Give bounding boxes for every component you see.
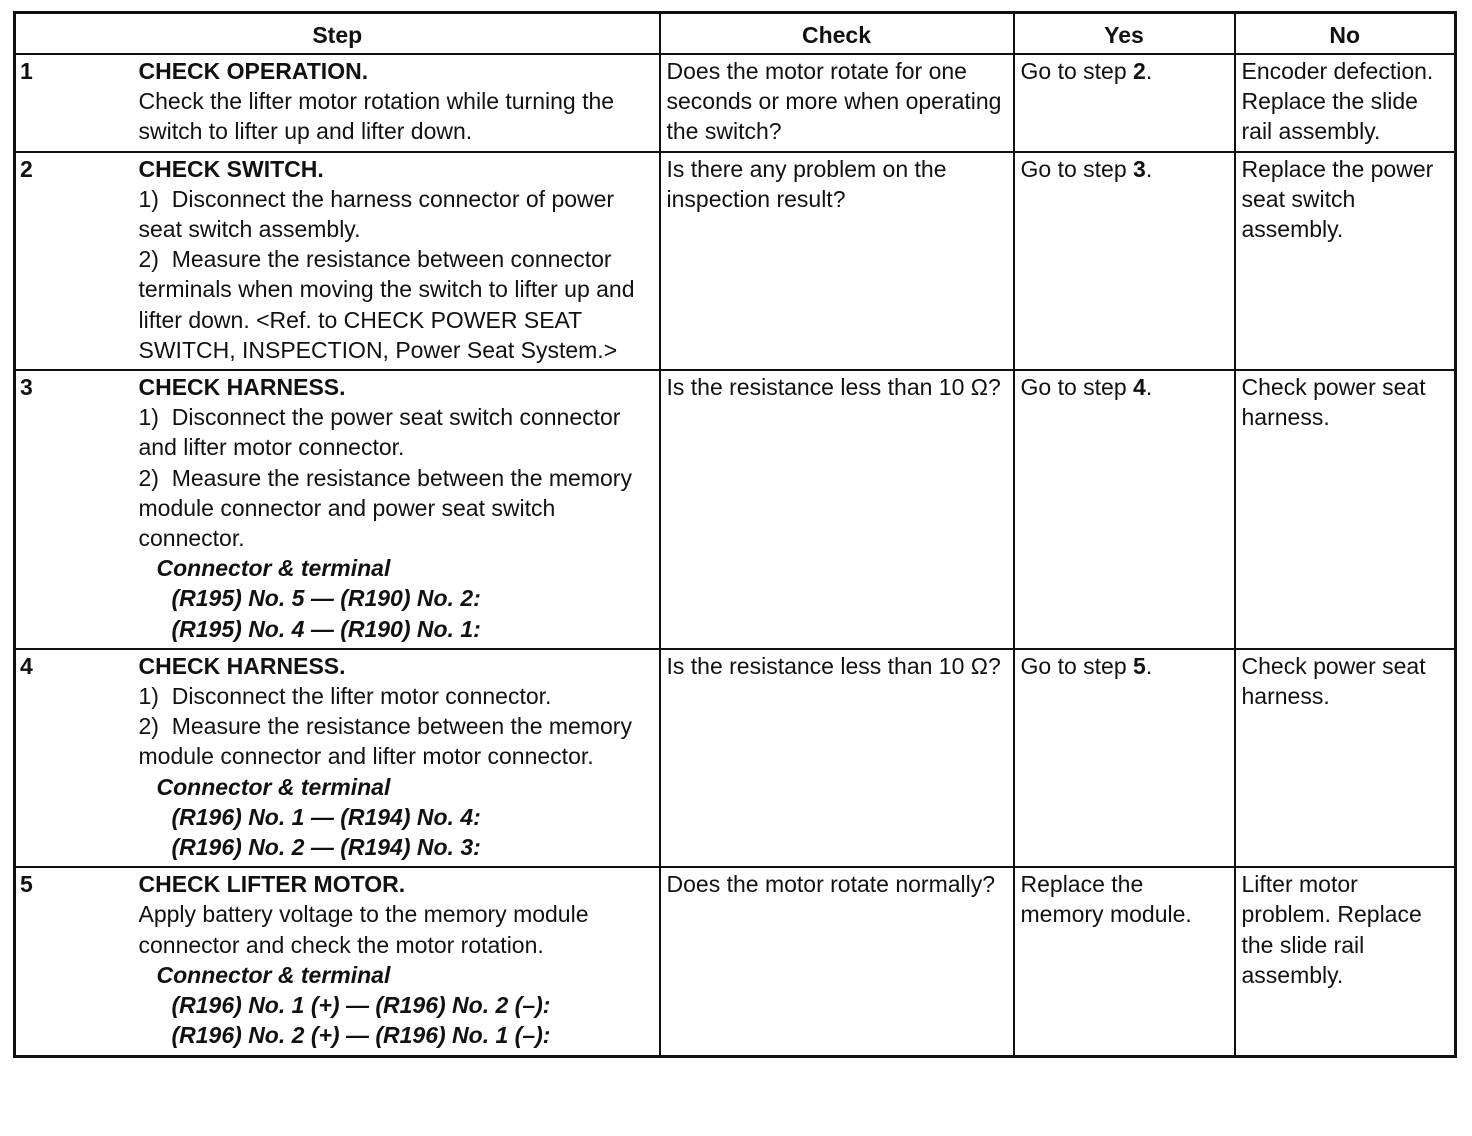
connector-terminal-label: Connector & terminal	[156, 961, 391, 988]
step-instruction: 1) Disconnect the power seat switch connector and lifter motor connector.	[138, 404, 621, 461]
yes-action	[1014, 370, 1235, 649]
step-number: 1	[15, 54, 135, 152]
yes-suffix: .	[1145, 155, 1153, 182]
yes-text: Go to step	[1020, 374, 1134, 401]
step-number: 2	[15, 152, 135, 370]
step-title: CHECK HARNESS.	[138, 374, 346, 401]
step-title: CHECK LIFTER MOTOR.	[138, 871, 406, 898]
no-action: Replace the power seat switch assembly.	[1235, 152, 1456, 370]
step-description	[135, 152, 660, 370]
yes-text: Go to step	[1020, 652, 1134, 679]
no-action: Lifter motor problem. Replace the slide rail assembly.	[1235, 867, 1456, 1056]
check-question: Does the motor rotate for one seconds or more when operating the switch?	[660, 54, 1014, 152]
step-instruction: Apply battery voltage to the memory module connector and check the motor rotation.	[138, 901, 589, 958]
yes-action	[1014, 54, 1235, 152]
check-question: Is the resistance less than 10 Ω?	[660, 370, 1014, 649]
step-description	[135, 867, 660, 1056]
step-description	[135, 370, 660, 649]
check-question: Is there any problem on the inspection result?	[660, 152, 1014, 370]
table-row	[15, 370, 1456, 649]
yes-suffix: .	[1145, 374, 1153, 401]
step-instruction: Check the lifter motor rotation while turning the switch to lifter up and lifter down.	[138, 88, 615, 145]
yes-suffix: .	[1145, 652, 1153, 679]
step-title: CHECK HARNESS.	[138, 652, 346, 679]
yes-text: Replace the memory module.	[1020, 871, 1192, 928]
no-action: Check power seat harness.	[1235, 649, 1456, 867]
connector-terminal-value: (R196) No. 1 — (R194) No. 4:	[171, 803, 481, 830]
yes-suffix: .	[1145, 58, 1153, 84]
connector-terminal-label: Connector & terminal	[156, 555, 391, 582]
table-row	[15, 649, 1456, 867]
step-title: CHECK OPERATION.	[138, 58, 369, 84]
step-number: 5	[15, 867, 135, 1056]
yes-text: Go to step	[1020, 58, 1134, 84]
connector-terminal-value: (R195) No. 4 — (R190) No. 1:	[171, 615, 481, 642]
no-action: Encoder defection. Replace the slide rail assembly.	[1235, 54, 1456, 152]
yes-step-reference: 4	[1133, 374, 1146, 401]
table-row	[15, 867, 1456, 1056]
check-question: Is the resistance less than 10 Ω?	[660, 649, 1014, 867]
yes-step-reference: 3	[1133, 155, 1146, 182]
table-body	[15, 54, 1456, 1056]
yes-action	[1014, 867, 1235, 1056]
step-description	[135, 54, 660, 152]
connector-terminal-label: Connector & terminal	[156, 773, 391, 800]
diagnostic-table-container	[13, 11, 1454, 1058]
yes-text: Go to step	[1020, 155, 1134, 182]
step-instruction: 1) Disconnect the lifter motor connector.	[138, 683, 552, 710]
table-row	[15, 152, 1456, 370]
table-header-row	[15, 13, 1456, 55]
no-action: Check power seat harness.	[1235, 370, 1456, 649]
connector-terminal-value: (R196) No. 2 (+) — (R196) No. 1 (–):	[171, 1022, 551, 1049]
step-description	[135, 649, 660, 867]
check-question: Does the motor rotate normally?	[660, 867, 1014, 1056]
step-instruction: 1) Disconnect the harness connector of power seat switch assembly.	[138, 185, 615, 243]
table-row	[15, 54, 1456, 152]
step-instruction: 2) Measure the resistance between the memory module connector and lifter motor connector.	[138, 713, 632, 770]
connector-terminal-value: (R195) No. 5 — (R190) No. 2:	[171, 585, 481, 612]
yes-step-reference: 2	[1133, 58, 1146, 84]
diagnostic-table	[13, 11, 1457, 1058]
step-number: 3	[15, 370, 135, 649]
connector-terminal-value: (R196) No. 2 — (R194) No. 3:	[171, 834, 481, 861]
yes-action	[1014, 152, 1235, 370]
step-instruction: 2) Measure the resistance between connector terminals when moving the switch to lifter up and lifter down. <Ref. to CHECK POWER SEAT SWITCH, INSPECTION, Power Seat System.>	[138, 246, 635, 363]
yes-step-reference: 5	[1133, 652, 1146, 679]
step-number: 4	[15, 649, 135, 867]
header-step: Step	[15, 13, 660, 55]
header-yes: Yes	[1014, 13, 1235, 55]
header-check: Check	[660, 13, 1014, 55]
connector-terminal-value: (R196) No. 1 (+) — (R196) No. 2 (–):	[171, 992, 551, 1019]
step-instruction: 2) Measure the resistance between the memory module connector and power seat switch connector.	[138, 464, 632, 552]
header-no: No	[1235, 13, 1456, 55]
yes-action	[1014, 649, 1235, 867]
step-title: CHECK SWITCH.	[138, 155, 324, 182]
